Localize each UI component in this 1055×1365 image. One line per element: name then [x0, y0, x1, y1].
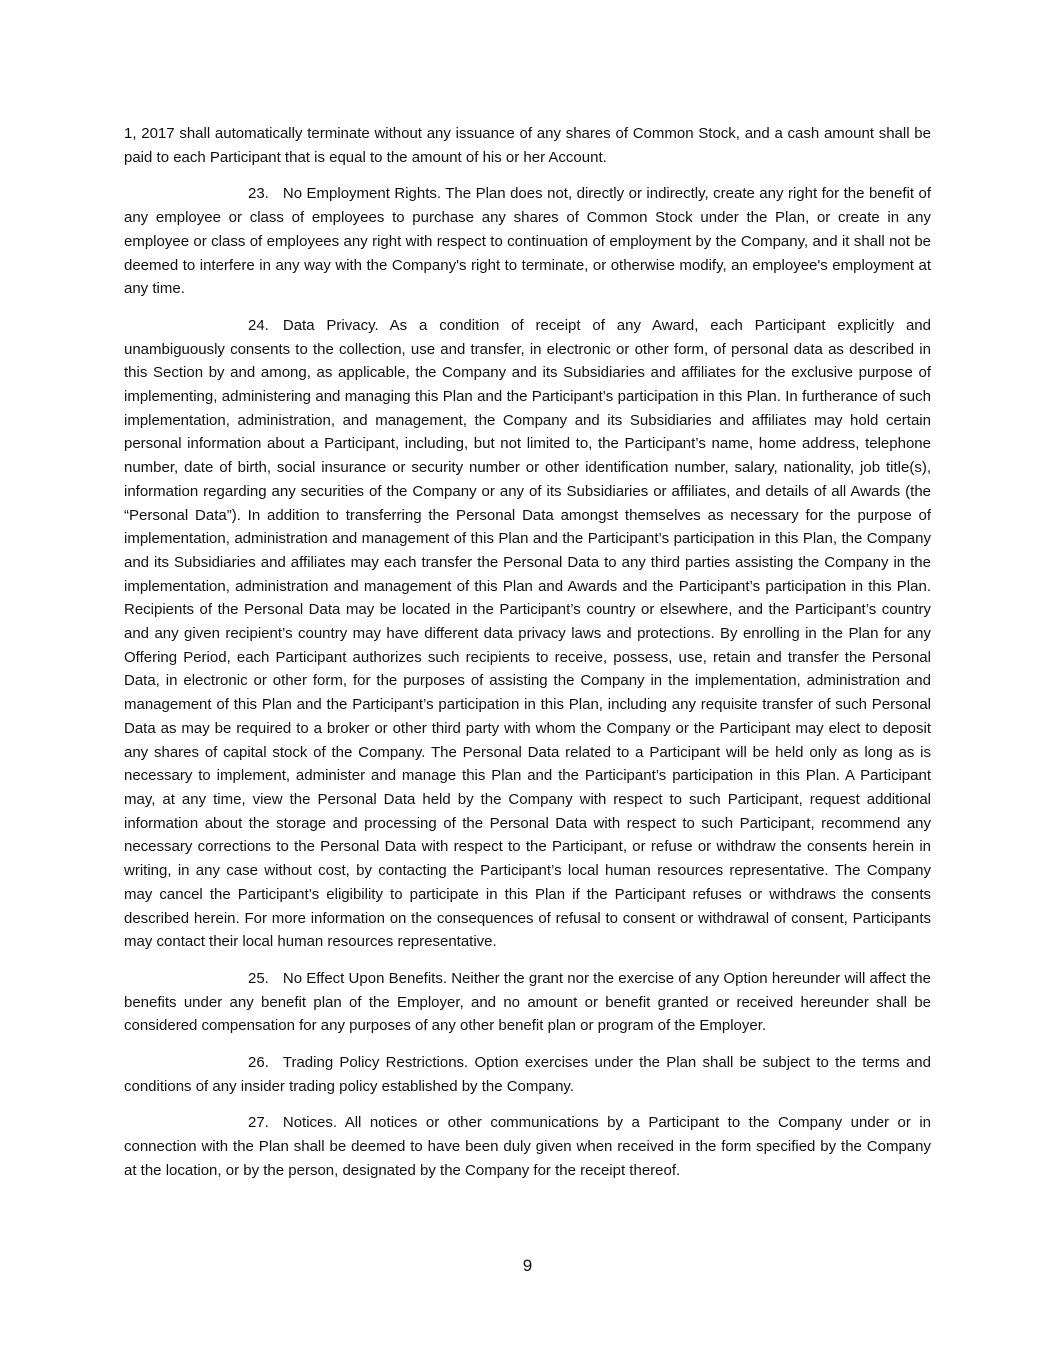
- section-number: 27.: [248, 1114, 269, 1132]
- section-number: 26.: [248, 1054, 269, 1072]
- section-27: [124, 1111, 931, 1182]
- section-24: [124, 314, 931, 954]
- section-text: No Employment Rights. The Plan does not, directly or indirectly, create any right for the benefit of any employee or class of employees to purchase any shares of Common Stock under the Plan, or create in any employee or class of employees any right with respect to continuation of employment by the Company, and it shall not be deemed to interfere in any way with the Company's right to terminate, or otherwise modify, an employee's employment at any time.: [124, 185, 931, 298]
- continuation-paragraph: 1, 2017 shall automatically terminate without any issuance of any shares of Common Stock, and a cash amount shall be paid to each Participant that is equal to the amount of his or her Account.: [124, 125, 931, 166]
- section-text: Trading Policy Restrictions. Option exercises under the Plan shall be subject to the terms and conditions of any insider trading policy established by the Company.: [124, 1054, 931, 1095]
- page-number: 9: [522, 1256, 533, 1275]
- section-number: 24.: [248, 316, 269, 334]
- section-25: [124, 967, 931, 1038]
- section-number: 23.: [248, 185, 269, 203]
- section-number: 25.: [248, 969, 269, 987]
- document-body: [124, 122, 931, 1196]
- section-26: [124, 1051, 931, 1098]
- section-23: [124, 182, 931, 301]
- section-text: Notices. All notices or other communications by a Participant to the Company under or in connection with the Plan shall be deemed to have been duly given when received in the form specified by the Company at the location, or by the person, designated by the Company for the receipt thereof.: [124, 1114, 931, 1179]
- section-text: Data Privacy. As a condition of receipt of any Award, each Participant explicitly and unambiguously consents to the collection, use and transfer, in electronic or other form, of personal data as described in this Section by and among, as applicable, the Company and its Subsidiaries and affiliates for the exclusive purpose of implementing, administering and managing this Plan and the Participant’s participation in this Plan. In furtherance of such implementation, administration, and management, the Company and its Subsidiaries and affiliates may hold certain personal information about a Participant, including, but not limited to, the Participant’s name, home address, telephone number, date of birth, social insurance or security number or other identification number, salary, nationality, job title(s), information regarding any securities of the Company or any of its Subsidiaries or affiliates, and details of all Awards (the “Personal Data”). In addition to transferring the Personal Data amongst themselves as necessary for the purpose of implementation, administration and management of this Plan and the Participant’s participation in this Plan, the Company and its Subsidiaries and affiliates may each transfer the Personal Data to any third parties assisting the Company in the implementation, administration and management of this Plan and Awards and the Participant’s participation in this Plan. Recipients of the Personal Data may be located in the Participant’s country or elsewhere, and the Participant’s country and any given recipient’s country may have different data privacy laws and protections. By enrolling in the Plan for any Offering Period, each Participant authorizes such recipients to receive, possess, use, retain and transfer the Personal Data, in electronic or other form, for the purposes of assisting the Company in the implementation, administration and management of this Plan and the Participant’s participation in this Plan, including any requisite transfer of such Personal Data as may be required to a broker or other third party with whom the Company or the Participant may elect to deposit any shares of capital stock of the Company. The Personal Data related to a Participant will be held only as long as is necessary to implement, administer and manage this Plan and the Participant’s participation in this Plan. A Participant may, at any time, view the Personal Data held by the Company with respect to such Participant, request additional information about the storage and processing of the Personal Data with respect to such Participant, recommend any necessary corrections to the Personal Data with respect to the Participant, or refuse or withdraw the consents herein in writing, in any case without cost, by contacting the Participant’s local human resources representative. The Company may cancel the Participant’s eligibility to participate in this Plan if the Participant refuses or withdraws the consents described herein. For more information on the consequences of refusal to consent or withdrawal of consent, Participants may contact their local human resources representative.: [124, 316, 931, 951]
- section-text: No Effect Upon Benefits. Neither the grant nor the exercise of any Option hereunder will affect the benefits under any benefit plan of the Employer, and no amount or benefit granted or received hereunder shall be considered compensation for any purposes of any other benefit plan or program of the Employer.: [124, 969, 931, 1035]
